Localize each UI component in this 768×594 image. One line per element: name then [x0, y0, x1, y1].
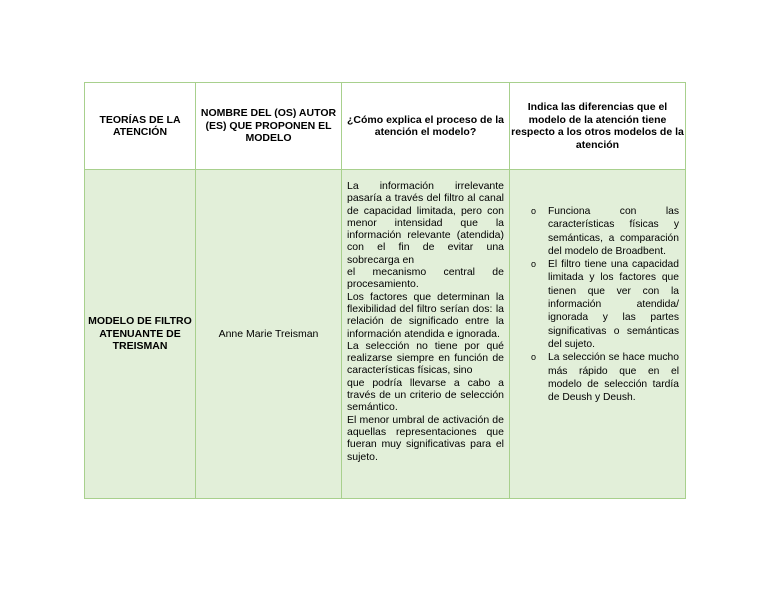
header-theories: TEORÍAS DE LA ATENCIÓN: [85, 83, 196, 170]
list-item: [514, 258, 679, 351]
difference-text: El filtro tiene una capacidad limitada y los factores que tienen que ver con la información atendida/ ignorada y las partes significativas o semánticas del sujeto.: [548, 259, 679, 350]
difference-text: La selección se hace mucho más rápido que en el modelo de selección tardía de Deush y Deush.: [548, 352, 679, 404]
explanation-line: Los factores que determinan la flexibilidad del filtro serían dos: la relación de significado entre la información atendida e ignorada.: [347, 290, 504, 340]
list-item: [514, 205, 679, 258]
explanation-cell: [342, 170, 510, 499]
explanation-line: La selección no tiene por qué realizarse siempre en función de características físicas, sino: [347, 339, 504, 377]
differences-cell: [510, 170, 686, 499]
explanation-line: que podría llevarse a cabo a través de un criterio de selección semántico.: [347, 376, 504, 414]
table-header-row: [85, 83, 686, 170]
header-differences: Indica las diferencias que el modelo de la atención tiene respecto a los otros modelos de la atención: [510, 83, 686, 170]
circle-bullet-icon: o: [531, 259, 537, 270]
explanation-line: el mecanismo central de procesamiento.: [347, 266, 504, 291]
header-explanation: ¿Cómo explica el proceso de la atención el modelo?: [342, 83, 510, 170]
differences-list: [514, 205, 679, 404]
circle-bullet-icon: o: [531, 352, 537, 363]
list-item: [514, 351, 679, 404]
model-name-cell: MODELO DE FILTRO ATENUANTE DE TREISMAN: [85, 170, 196, 499]
circle-bullet-icon: o: [531, 206, 537, 216]
difference-text: Funciona con las características físicas y semánticas, a comparación del modelo de Broadbent.: [548, 206, 679, 257]
explanation-line: El menor umbral de activación de aquellas representaciones que fueran muy significativas para el sujeto.: [347, 413, 504, 463]
header-author: NOMBRE DEL (OS) AUTOR (ES) QUE PROPONEN EL MODELO: [196, 83, 342, 170]
attention-theories-table: [84, 82, 686, 499]
table-row: [85, 170, 686, 499]
author-cell: Anne Marie Treisman: [196, 170, 342, 499]
explanation-line: La información irrelevante pasaría a través del filtro al canal de capacidad limitada, pero con menor intensidad que la información relevante (atendida) con el fin de evitar una sobrecarga en: [347, 180, 504, 266]
